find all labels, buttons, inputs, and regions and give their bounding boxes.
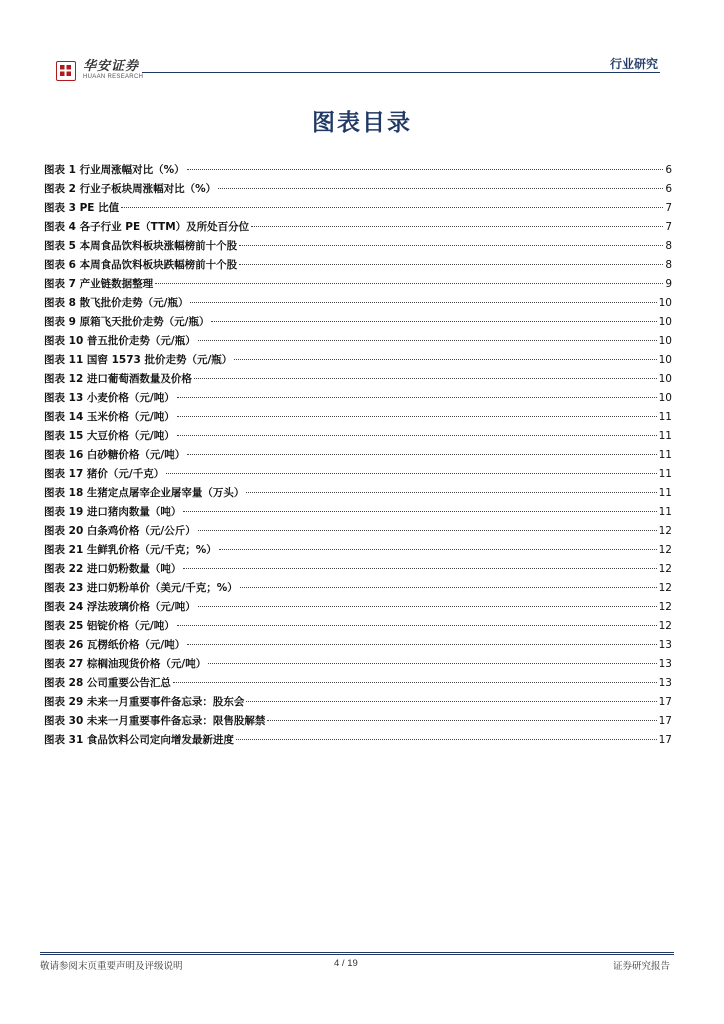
footer-rule (40, 952, 674, 953)
toc-leader-dots (183, 567, 656, 569)
toc-entry-label: 图表 2 行业子板块周涨幅对比（%） (44, 183, 217, 195)
toc-leader-dots (234, 358, 656, 360)
page-number: 4 / 19 (334, 958, 358, 969)
toc-entry-label: 图表 21 生鲜乳价格（元/千克；%） (44, 544, 217, 556)
toc-leader-dots (251, 225, 663, 227)
toc-entry[interactable] (44, 427, 672, 446)
toc-entry-page: 10 (658, 316, 672, 328)
toc-entry[interactable] (44, 503, 672, 522)
toc-entry-label: 图表 29 未来一月重要事件备忘录：股东会 (44, 696, 245, 708)
toc-entry[interactable] (44, 237, 672, 256)
toc-entry-label: 图表 31 食品饮料公司定向增发最新进度 (44, 734, 234, 746)
toc-leader-dots (177, 434, 657, 436)
toc-entry[interactable] (44, 275, 672, 294)
toc-entry-label: 图表 25 铝锭价格（元/吨） (44, 620, 175, 632)
toc-entry-label: 图表 6 本周食品饮料板块跌幅榜前十个股 (44, 259, 238, 271)
toc-entry-page: 9 (665, 278, 672, 290)
toc-leader-dots (198, 339, 657, 341)
toc-entry[interactable] (44, 693, 672, 712)
toc-entry[interactable] (44, 351, 672, 370)
toc-entry-label: 图表 10 普五批价走势（元/瓶） (44, 335, 196, 347)
toc-entry-page: 10 (658, 373, 672, 385)
toc-entry[interactable] (44, 199, 672, 218)
toc-leader-dots (155, 282, 663, 284)
page-header (56, 56, 660, 86)
toc-entry-page: 13 (658, 658, 672, 670)
toc-entry-page: 10 (658, 354, 672, 366)
toc-entry-page: 17 (658, 734, 672, 746)
toc-entry-label: 图表 7 产业链数据整理 (44, 278, 154, 290)
toc-leader-dots (177, 624, 657, 626)
logo-name-cn: 华安证券 (83, 59, 140, 74)
toc-entry[interactable] (44, 522, 672, 541)
toc-leader-dots (190, 301, 656, 303)
header-rule (142, 72, 660, 73)
toc-entry[interactable] (44, 731, 672, 750)
toc-entry-label: 图表 27 棕榈油现货价格（元/吨） (44, 658, 207, 670)
toc-leader-dots (219, 548, 657, 550)
toc-entry-page: 8 (665, 259, 672, 271)
toc-entry[interactable] (44, 161, 672, 180)
toc-entry-label: 图表 14 玉米价格（元/吨） (44, 411, 175, 423)
toc-entry-label: 图表 23 进口奶粉单价（美元/千克；%） (44, 582, 238, 594)
toc-leader-dots (267, 719, 656, 721)
toc-entry[interactable] (44, 579, 672, 598)
toc-entry[interactable] (44, 484, 672, 503)
toc-entry[interactable] (44, 256, 672, 275)
toc-entry-page: 11 (658, 411, 672, 423)
toc-entry-page: 11 (658, 487, 672, 499)
toc-entry-label: 图表 26 瓦楞纸价格（元/吨） (44, 639, 186, 651)
toc-entry-label: 图表 19 进口猪肉数量（吨） (44, 506, 182, 518)
toc-leader-dots (198, 605, 657, 607)
toc-entry-page: 10 (658, 335, 672, 347)
toc-entry[interactable] (44, 389, 672, 408)
toc-entry-label: 图表 22 进口奶粉数量（吨） (44, 563, 182, 575)
toc-entry-page: 13 (658, 639, 672, 651)
toc-entry-label: 图表 13 小麦价格（元/吨） (44, 392, 175, 404)
toc-leader-dots (198, 529, 657, 531)
toc-entry[interactable] (44, 218, 672, 237)
toc-entry[interactable] (44, 598, 672, 617)
toc-entry-page: 11 (658, 506, 672, 518)
toc-entry-label: 图表 9 原箱飞天批价走势（元/瓶） (44, 316, 210, 328)
page-title: 图表目录 (312, 110, 412, 136)
toc-entry-label: 图表 28 公司重要公告汇总 (44, 677, 171, 689)
toc-entry-page: 17 (658, 715, 672, 727)
toc-entry-page: 7 (665, 221, 672, 233)
toc-entry-page: 12 (658, 620, 672, 632)
toc-entry-page: 12 (658, 563, 672, 575)
footer-disclaimer: 敬请参阅末页重要声明及评级说明 (40, 961, 183, 972)
toc-entry[interactable] (44, 446, 672, 465)
toc-entry[interactable] (44, 617, 672, 636)
toc-entry-label: 图表 3 PE 比值 (44, 202, 120, 214)
toc-entry-page: 8 (665, 240, 672, 252)
toc-entry[interactable] (44, 560, 672, 579)
toc-entry-label: 图表 18 生猪定点屠宰企业屠宰量（万头） (44, 487, 245, 499)
toc-entry-page: 12 (658, 582, 672, 594)
toc-entry[interactable] (44, 180, 672, 199)
toc-leader-dots (236, 738, 657, 740)
toc-entry-label: 图表 1 行业周涨幅对比（%） (44, 164, 185, 176)
toc-leader-dots (177, 396, 657, 398)
figure-list (44, 161, 672, 750)
toc-leader-dots (218, 187, 663, 189)
toc-entry-page: 12 (658, 525, 672, 537)
toc-leader-dots (173, 681, 657, 683)
toc-entry[interactable] (44, 712, 672, 731)
toc-leader-dots (208, 662, 656, 664)
toc-entry-label: 图表 8 散飞批价走势（元/瓶） (44, 297, 189, 309)
toc-leader-dots (246, 700, 656, 702)
toc-leader-dots (240, 586, 657, 588)
header-section-label: 行业研究 (604, 55, 658, 72)
toc-leader-dots (177, 415, 657, 417)
toc-entry-label: 图表 15 大豆价格（元/吨） (44, 430, 175, 442)
toc-leader-dots (211, 320, 656, 322)
toc-entry-label: 图表 24 浮法玻璃价格（元/吨） (44, 601, 196, 613)
toc-leader-dots (246, 491, 656, 493)
logo-name-en: HUAAN RESEARCH (83, 74, 144, 80)
toc-entry-label: 图表 5 本周食品饮料板块涨幅榜前十个股 (44, 240, 238, 252)
toc-leader-dots (121, 206, 663, 208)
toc-leader-dots (183, 510, 656, 512)
toc-entry-label: 图表 4 各子行业 PE（TTM）及所处百分位 (44, 221, 250, 233)
toc-leader-dots (239, 263, 663, 265)
toc-entry[interactable] (44, 408, 672, 427)
toc-entry[interactable] (44, 294, 672, 313)
toc-entry-page: 7 (665, 202, 672, 214)
toc-entry-page: 13 (658, 677, 672, 689)
toc-entry[interactable] (44, 313, 672, 332)
toc-entry-page: 10 (658, 297, 672, 309)
toc-entry[interactable] (44, 465, 672, 484)
toc-entry[interactable] (44, 541, 672, 560)
logo-mark-icon (56, 61, 76, 81)
footer-report-type: 证券研究报告 (612, 961, 670, 972)
toc-entry-label: 图表 16 白砂糖价格（元/吨） (44, 449, 186, 461)
toc-leader-dots (187, 643, 656, 645)
toc-leader-dots (187, 453, 656, 455)
toc-entry-label: 图表 20 白条鸡价格（元/公斤） (44, 525, 196, 537)
toc-entry-page: 12 (658, 601, 672, 613)
toc-entry-label: 图表 30 未来一月重要事件备忘录：限售股解禁 (44, 715, 266, 727)
toc-entry-page: 17 (658, 696, 672, 708)
toc-entry-page: 11 (658, 430, 672, 442)
toc-leader-dots (239, 244, 663, 246)
toc-entry-page: 12 (658, 544, 672, 556)
footer-rule-secondary (40, 954, 674, 955)
toc-entry[interactable] (44, 655, 672, 674)
page-footer (40, 952, 674, 976)
toc-entry-page: 11 (658, 449, 672, 461)
toc-leader-dots (166, 472, 656, 474)
toc-entry-page: 10 (658, 392, 672, 404)
company-logo (56, 60, 143, 81)
toc-entry-page: 11 (658, 468, 672, 480)
toc-entry[interactable] (44, 674, 672, 693)
toc-entry-page: 6 (665, 183, 672, 195)
toc-entry-label: 图表 11 国窖 1573 批价走势（元/瓶） (44, 354, 233, 366)
toc-leader-dots (194, 377, 657, 379)
toc-entry[interactable] (44, 332, 672, 351)
toc-entry-label: 图表 12 进口葡萄酒数量及价格 (44, 373, 192, 385)
toc-entry[interactable] (44, 370, 672, 389)
toc-entry[interactable] (44, 636, 672, 655)
toc-entry-label: 图表 17 猪价（元/千克） (44, 468, 165, 480)
toc-leader-dots (187, 168, 664, 170)
toc-entry-page: 6 (665, 164, 672, 176)
